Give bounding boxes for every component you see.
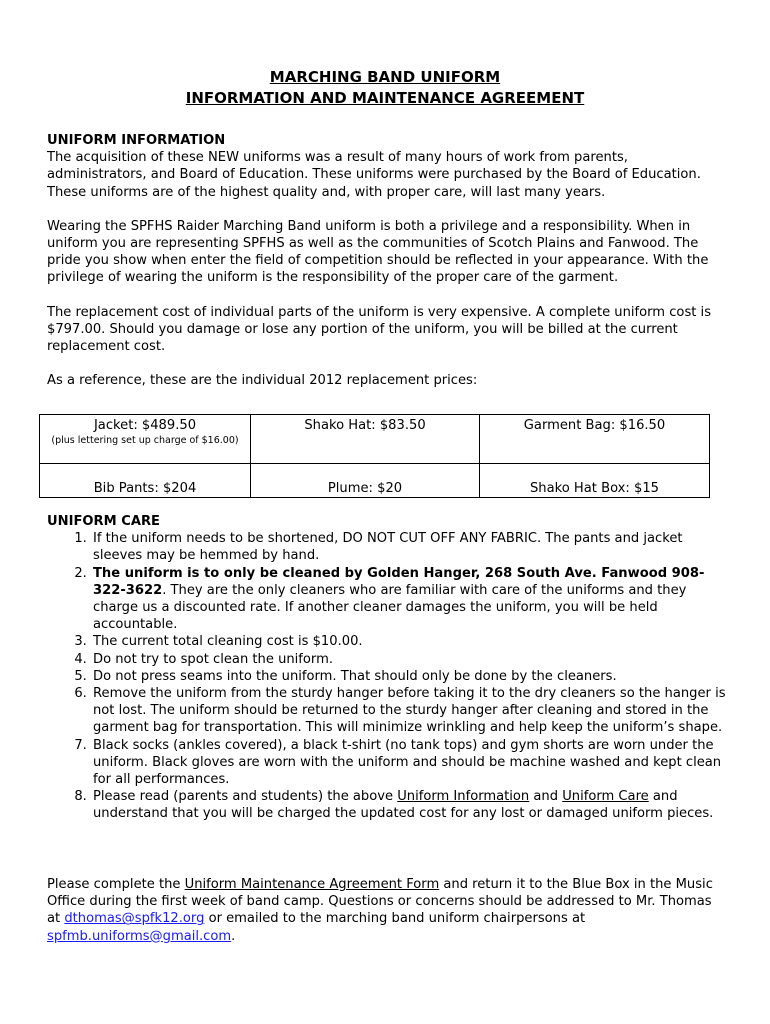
closing-text-b: and return it to the Blue Box in the Music Office during the first week of band camp. Questions or concerns should be addressed to Mr. Thomas at [47,877,713,927]
price-cell-garment-bag [480,415,710,464]
care-item-8-text-a: Please read (parents and students) the above [93,789,398,805]
document-title-line1: MARCHING BAND UNIFORM [269,68,501,86]
closing-text-a: Please complete the [47,877,185,892]
care-item-7-text: Black socks (ankles covered), a black t-shirt (no tank tops) and gym shorts are worn under the uniform. Black gloves are worn with the uniform and should be machine washed and kept clean for all performances. [93,737,722,788]
care-item-3-text: The current total cleaning cost is $10.00. [93,634,363,650]
document-title-line2: INFORMATION AND MAINTENANCE AGREEMENT [185,89,585,107]
price-jacket-note: (plus lettering set up charge of $16.00) [51,435,239,446]
price-cell-bib-pants [40,464,251,498]
list-item [91,668,727,685]
care-item-6-text: Remove the uniform from the sturdy hanger before taking it to the dry cleaners so the hanger is not lost. The uniform should be returned to the sturdy hanger after cleaning and stored in the garment bag for transportation. This will minimize wrinkling and help keep the uniform’s shape. [93,686,726,736]
price-shako-hat: Shako Hat: $83.50 [304,418,426,433]
care-item-2-bold: The uniform is to only be cleaned by Golden Hanger, 268 South Ave. Fanwood 908-322-3622 [93,565,705,598]
table-row [40,464,710,498]
uniform-care-list [47,530,727,822]
price-cell-plume [251,464,480,498]
email-link-thomas[interactable]: dthomas@spfk12.org [64,911,205,927]
info-paragraph-1: The acquisition of these NEW uniforms was a result of many hours of work from parents, administrators, and Board of Education. These uniforms were purchased by the Board of Education. These uniforms are of the highest quality and, with proper care, will last many years. [47,150,701,200]
uniform-information-section [47,132,727,389]
info-paragraph-2: Wearing the SPFHS Raider Marching Band uniform is both a privilege and a responsibility. When in uniform you are representing SPFHS as well as the communities of Scotch Plains and Fanwood. The pride you show when enter the field of competition should be reflected in your appearance. With the privilege of wearing the uniform is the responsibility of the proper care of the garment. [47,218,709,286]
price-shako-box: Shako Hat Box: $15 [530,481,659,496]
care-item-8-text-c: and understand that you will be charged the updated cost for any lost or damaged uniform pieces. [93,789,714,822]
care-item-4-text: Do not try to spot clean the uniform. [93,651,333,667]
list-item [91,737,727,789]
list-item [91,685,727,737]
list-item [91,633,727,650]
care-item-5-text: Do not press seams into the uniform. That should only be done by the cleaners. [93,668,617,684]
uniform-information-link[interactable]: Uniform Information [397,789,530,805]
price-bib-pants: Bib Pants: $204 [93,481,197,496]
list-item [91,565,727,634]
email-link-chairpersons[interactable]: spfmb.uniforms@gmail.com [47,928,232,944]
agreement-form-link[interactable]: Uniform Maintenance Agreement Form [184,877,440,892]
info-paragraph-3: The replacement cost of individual parts of the uniform is very expensive. A complete uniform cost is $797.00. Should you damage or lose any portion of the uniform, you will be billed at the current replacement cost. [47,304,712,355]
price-jacket: Jacket: $489.50 [93,418,197,433]
list-item [91,530,727,564]
care-item-8-text-b: and [529,789,563,805]
price-plume: Plume: $20 [327,481,403,496]
care-item-1-text: If the uniform needs to be shortened, DO NOT CUT OFF ANY FABRIC. The pants and jacket sleeves may be hemmed by hand. [93,531,683,564]
price-garment-bag: Garment Bag: $16.50 [523,418,666,433]
uniform-information-heading: UNIFORM INFORMATION [47,133,226,148]
table-row [40,415,710,464]
list-item [91,651,727,668]
closing-text-d: . [231,928,236,944]
price-cell-shako-box [480,464,710,498]
list-item [91,788,727,822]
uniform-care-link[interactable]: Uniform Care [562,789,649,805]
uniform-care-section [47,513,727,823]
closing-text-c: or emailed to the marching band uniform chairpersons at [204,911,586,927]
price-cell-shako-hat [251,415,480,464]
uniform-care-heading: UNIFORM CARE [47,514,160,529]
info-paragraph-4: As a reference, these are the individual 2012 replacement prices: [47,373,478,389]
replacement-price-table [39,414,710,498]
care-item-2-text: . They are the only cleaners who are familiar with care of the uniforms and they charge us a discounted rate. If another cleaner damages the uniform, you will be held accountable. [93,582,687,633]
price-cell-jacket [40,415,251,464]
closing-paragraph [47,876,727,945]
